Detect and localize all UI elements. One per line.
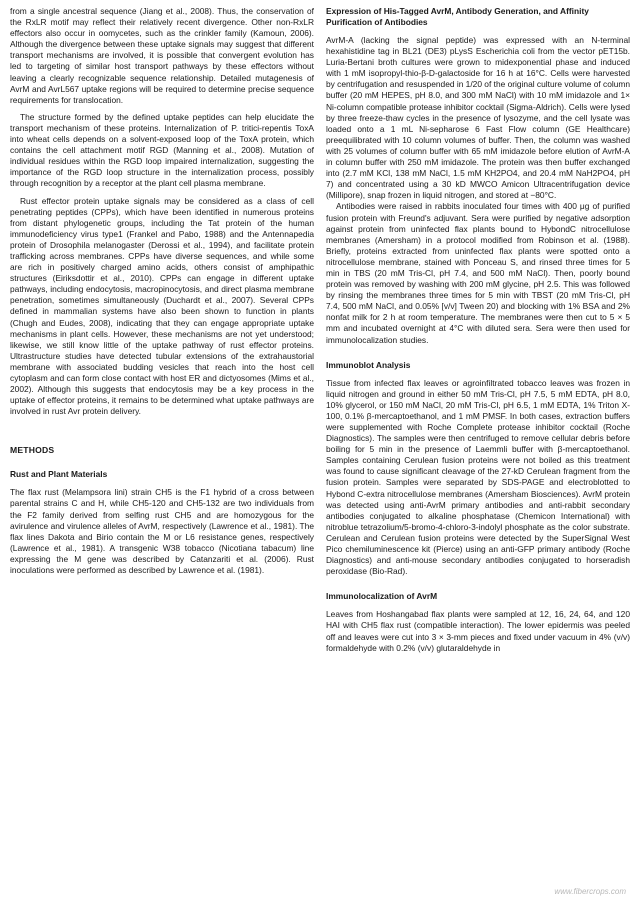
watermark-text: www.fibercrops.com [554, 887, 626, 896]
immunoblot-paragraph: Tissue from infected flax leaves or agroinfiltrated tobacco leaves was frozen in liquid nitrogen and ground in either 50 mM Tris-Cl, pH 7.5, 5 mM EDTA, pH 8.0, 10% glycerol, or 150 mM NaCl, 20 mM Tris-Cl, pH 6.5, 1 mM EDTA, 1% Triton X-100, 0.1% β-mercaptoethanol, and 1 mM PMSF. In both cases, extraction buffers were supplemented with Roche Complete protease inhibitor cocktail (Roche Diagnostics). The samples were then centrifuged to remove cellular debris before boiling for 5 min in the presence of Laemmli buffer with β-mercaptoethanol. Samples containing Cerulean fusion proteins were not boiled as this treatment was found to cause significant cleavage of the 27-kD Cerulean fragment from the fusion protein. Samples were separated by SDS-PAGE and electroblotted to Hybond C-extra nitrocellulose membranes (Amersham Biosciences). AvrM protein was detected using anti-AvrM primary antibodies and anti-rabbit secondary antibodies conjugated to alkaline phosphatase (Chemicon International) with nitroblue tetrazolium/5-bromo-4-chloro-3-indolyl phosphate as the color substrate. Cerulean and Cerulean fusion proteins were detected by the SuperSignal West Pico chemiluminescence kit (Pierce) using an anti-GFP primary antibody (Roche Diagnostics) and anti-mouse secondary antibodies conjugated to horseradish peroxidase (Bio-Rad). [326, 377, 630, 577]
subheading-immunolocalization-avrm: Immunolocalization of AvrM [326, 591, 438, 602]
right-column [326, 6, 630, 900]
discussion-paragraph-1: from a single ancestral sequence (Jiang et al., 2008). Thus, the conservation of the RxLR motif may reflect their relatively recent divergence. Other non-RxLR effectors also occur in oomycetes, such as the crinkler family (Kamoun, 2006). Although the divergence between these uptake signals may suggest that different transport mechanisms are involved, it is possible that convergent evolution has led to targeting of similar host transport pathways by these effectors without leaving a clearly recognizable sequence relationship. Detailed mutagenesis of AvrM and AvrL567 uptake regions will be required to determine precise sequence requirements for translocation. [10, 6, 314, 105]
immunolocalization-paragraph: Leaves from Hoshangabad flax plants were sampled at 12, 16, 24, 64, and 120 HAI with CH5 flax rust (compatible interaction). The lower epidermis was peeled off and leaves were cut into 3 × 3-mm pieces and fixed under vacuum in 4% (v/v) formaldehyde with 0.2% (v/v) glutaraldehyde in [326, 609, 630, 653]
left-column [10, 6, 314, 900]
subheading-immunoblot-analysis: Immunoblot Analysis [326, 359, 411, 370]
expression-paragraph: AvrM-A (lacking the signal peptide) was expressed with an N-terminal hexahistidine tag in BL21 (DE3) pLysS Escherichia coli from the vector pET15b. Luria-Bertani broth cultures were grown to midexponential phase and induced with 1 mM isopropyl-thio-β-D-galactoside for 16 h at 16°C. Cells were harvested by centrifugation and resuspended in 1/20 of the original culture volume of column buffer (20 mM HEPES, pH 8.0, and 300 mM NaCl) with 10 mM imidazole and 1× Ni-column compatible protease inhibitor cocktail (Sigma-Aldrich). Cells were lysed by three freeze-thaw cycles in the presence of lysozyme, and the cell lysate was loaded onto a 1 mL Ni-sepharose 6 Fast Flow column (GE Healthcare) preequilibrated with 10 column volumes of buffer. Then, the column was washed with 25 volumes of column buffer with 65 mM imidazole before elution of AvrM-A in column buffer with 250 mM imidazole. The protein was then buffer exchanged into (2.7 mM KCl, 138 mM NaCl, 1.5 mM KH2PO4, and 20.4 mM NaH2PO4, pH 7) and concentrated using a 30 kD MWCO Amicon Ultracentrifugation device (Millipore), snap frozen in liquid nitrogen, and stored at −80°C. [326, 35, 631, 201]
rust-plant-materials-paragraph: The flax rust (Melampsora lini) strain CH5 is the F1 hybrid of a cross between parental strains C and H, while CH5-120 and CH5-132 are two individuals from the F2 family derived from selfing rust CH5 and are homozygous for the avirulence and virulence alleles of AvrM, respectively (Lawrence et al., 1981). The flax lines Dakota and Birio contain the M or L6 resistance genes, respectively (Lawrence et al., 1981). A transgenic W38 tobacco (Nicotiana tabacum) line expressing the M gene was described by Catanzariti et al. (2006). Rust inoculations were performed as described by Lawrence et al. (1981). [10, 487, 314, 576]
discussion-paragraph-2: The structure formed by the defined uptake peptides can help elucidate the transport mechanism of these proteins. Internalization of P. tritici-repentis ToxA into wheat cells depends on a solvent-exposed loop of the ToxA protein, which contains the cell attachment motif RGD (Manning et al., 2008). Mutation of individual residues within the RGD loop impaired internalization, suggesting the importance of the RGD loop structure in the internalization process, possibly through recognition by a receptor at the plant cell plasma membrane. [10, 111, 314, 189]
antibodies-paragraph: Antibodies were raised in rabbits inoculated four times with 400 μg of purified fusion protein with Freund's adjuvant. Sera were purified by negative adsorption against protein from uninfected flax plants bound to HybondC nitrocellulose membranes (Amersham) in a protocol modified from Robinson et al. (1988). Briefly, proteins extracted from uninfected flax plants were spotted onto a nitrocellulose membrane, stained with Ponceau S, and rinsed three times for 5 min in TBS (20 mM Tris-Cl, pH 7.4, and 500 mM NaCl). Then, poorly bound protein was removed by washing with 200 mM glycine, pH 2.5. This was followed by rinsing the membranes three times for 5 min with TBST (20 mM Tris-Cl, pH 7.4, 500 mM NaCl, and 0.05% [v/v] Tween 20) and blocking with 1% BSA and 2% nonfat milk for 2 h at room temperature. The membranes were then cut to 5 × 5 mm and incubated overnight at 4°C with diluted sera. Sera were then used for immunolocalization studies. [326, 201, 630, 345]
subheading-expression-his-tagged-avrm: Expression of His-Tagged AvrM, Antibody Generation, and Affinity Purification of Antibodies [326, 6, 589, 27]
subheading-rust-plant-materials: Rust and Plant Materials [10, 469, 108, 480]
discussion-paragraph-3: Rust effector protein uptake signals may be considered as a class of cell penetrating peptides (CPPs), which have been identified in numerous proteins from distant phylogenetic groups, including the Tat protein of the human immunodeficiency virus type1 (Frankel and Pabo, 1988) and the Antennapedia protein of Drosophila melanogaster (Derossi et al., 1994), and facilitate protein trafficking across membranes. CPPs have diverse sequences, and while some are rich in positively charged amino acids, others consist of amphipathic structures (Eiriksdottir et al., 2010). CPPs can engage in different uptake pathways, including endocytosis, macropinocytosis, and direct plasma membrane penetration, sometimes simultaneously (Duchardt et al., 2007). Several CPPs defined in mammalian systems have also been shown to function in plants (Chugh and Eudes, 2008), indicating that they can engage appropriate uptake mechanisms in plant cells. However, these mechanisms are not yet understood; likewise, we still know little of the uptake pathway of rust effector proteins. Ultrastructure studies have detected tubular extensions of the extrahaustorial membrane with associated budding vesicles that reach into the host cell cytoplasm and can form close contact with host ER and dictyosomes (Mims et al., 2002). Although this suggests that endocytosis may be a key process in the uptake of effector proteins, it remains to be determined what uptake pathways are involved in rust Avr protein delivery. [10, 195, 314, 417]
methods-heading: METHODS [10, 445, 55, 456]
